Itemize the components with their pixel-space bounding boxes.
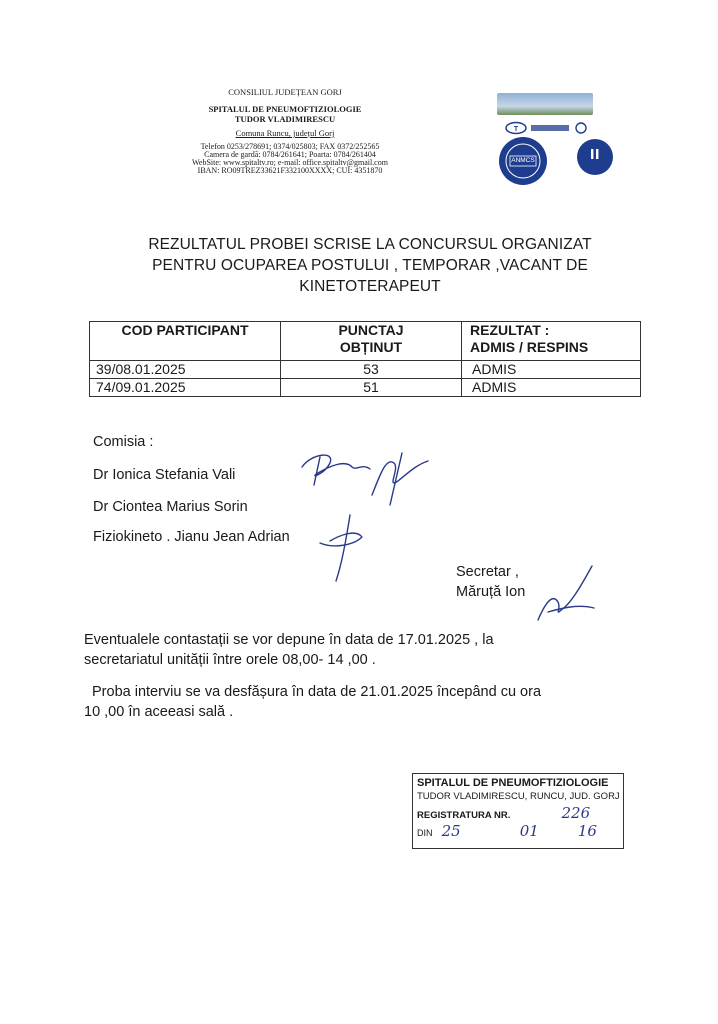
cell-result: ADMIS — [462, 379, 641, 397]
commission-signatures — [290, 445, 450, 590]
table-row — [90, 379, 641, 397]
contest-note-line2: secretariatul unității între orele 08,00- 14 ,00 . — [84, 652, 376, 668]
commission-member-3: Fiziokineto . Jianu Jean Adrian — [93, 529, 290, 545]
stamp-line4 — [417, 822, 619, 840]
hospital-name-line2: TUDOR VLADIMIRESCU — [234, 114, 336, 124]
contest-note-line1: Eventualele contastații se vor depune în data de 17.01.2025 , la — [84, 632, 494, 648]
header-score-l1: PUNCTAJ — [338, 322, 404, 338]
header-result-l1: REZULTAT : — [470, 322, 550, 338]
seal-text: ANMCS — [511, 157, 535, 164]
partner-logo-strip — [503, 121, 591, 135]
secretary-signature — [508, 562, 603, 622]
stamp-registry-label: REGISTRATURA NR. — [417, 810, 511, 821]
header-code — [90, 322, 281, 361]
contact-web: WebSite: www.spitaltv.ro; e-mail: office.spitaltv@gmail.com — [192, 158, 388, 167]
cell-score: 53 — [281, 361, 462, 379]
commission-label: Comisia : — [93, 434, 154, 450]
title-line3: KINETOTERAPEUT — [299, 278, 441, 295]
header-code-label: COD PARTICIPANT — [121, 322, 249, 338]
contact-guard: Camera de gardă: 0784/261641; Poarta: 0784/261404 — [204, 150, 376, 159]
stamp-date-label: DIN — [417, 828, 433, 838]
cell-code: 39/08.01.2025 — [90, 361, 281, 379]
svg-text:T: T — [513, 126, 519, 133]
title-line2: PENTRU OCUPAREA POSTULUI , TEMPORAR ,VACANT DE — [152, 257, 588, 274]
header-result-l2: ADMIS / RESPINS — [470, 339, 589, 355]
header-score-l2: OBȚINUT — [339, 339, 403, 355]
stamp-day: 25 — [441, 822, 461, 840]
results-table — [89, 321, 641, 397]
stamp-line1: SPITALUL DE PNEUMOFTIZIOLOGIE — [417, 777, 609, 789]
cell-score: 51 — [281, 379, 462, 397]
header-score — [281, 322, 462, 361]
stamp-year: 16 — [577, 822, 597, 840]
contact-phone: Telefon 0253/278691; 0374/025803; FAX 0372/252565 — [200, 142, 380, 151]
interview-note-line1: Proba interviu se va desfășura în data de 21.01.2025 începând cu ora — [92, 684, 542, 700]
commission-member-1: Dr Ionica Stefania Vali — [93, 467, 236, 483]
accreditation-seal-logo — [483, 135, 628, 187]
stamp-registry-number: 226 — [561, 804, 591, 822]
table-header-row — [90, 322, 641, 361]
secretary-name: Măruță Ion — [456, 584, 526, 600]
table-row — [90, 361, 641, 379]
hospital-photo-logo — [497, 93, 593, 115]
header-result — [462, 322, 641, 361]
hospital-location: Comuna Runcu, județul Gorj — [235, 128, 335, 138]
commission-member-2: Dr Ciontea Marius Sorin — [93, 499, 248, 515]
interview-note-line2: 10 ,00 în aceeasi sală . — [84, 704, 234, 720]
hospital-name-line1: SPITALUL DE PNEUMOFTIZIOLOGIE — [208, 104, 362, 114]
stamp-line2: TUDOR VLADIMIRESCU, RUNCU, JUD. GORJ — [417, 791, 620, 802]
contact-iban: IBAN: RO09TREZ33621F332100XXXX; CUI: 4351870 — [197, 166, 383, 175]
secretary-label: Secretar , — [456, 564, 519, 580]
cell-code: 74/09.01.2025 — [90, 379, 281, 397]
title-line1: REZULTATUL PROBEI SCRISE LA CONCURSUL ORGANIZAT — [148, 236, 592, 253]
cell-result: ADMIS — [462, 361, 641, 379]
registry-stamp — [412, 773, 624, 849]
stamp-month: 01 — [519, 822, 539, 840]
stamp-line3 — [417, 804, 619, 822]
council-name: CONSILIUL JUDEȚEAN GORJ — [228, 87, 342, 97]
